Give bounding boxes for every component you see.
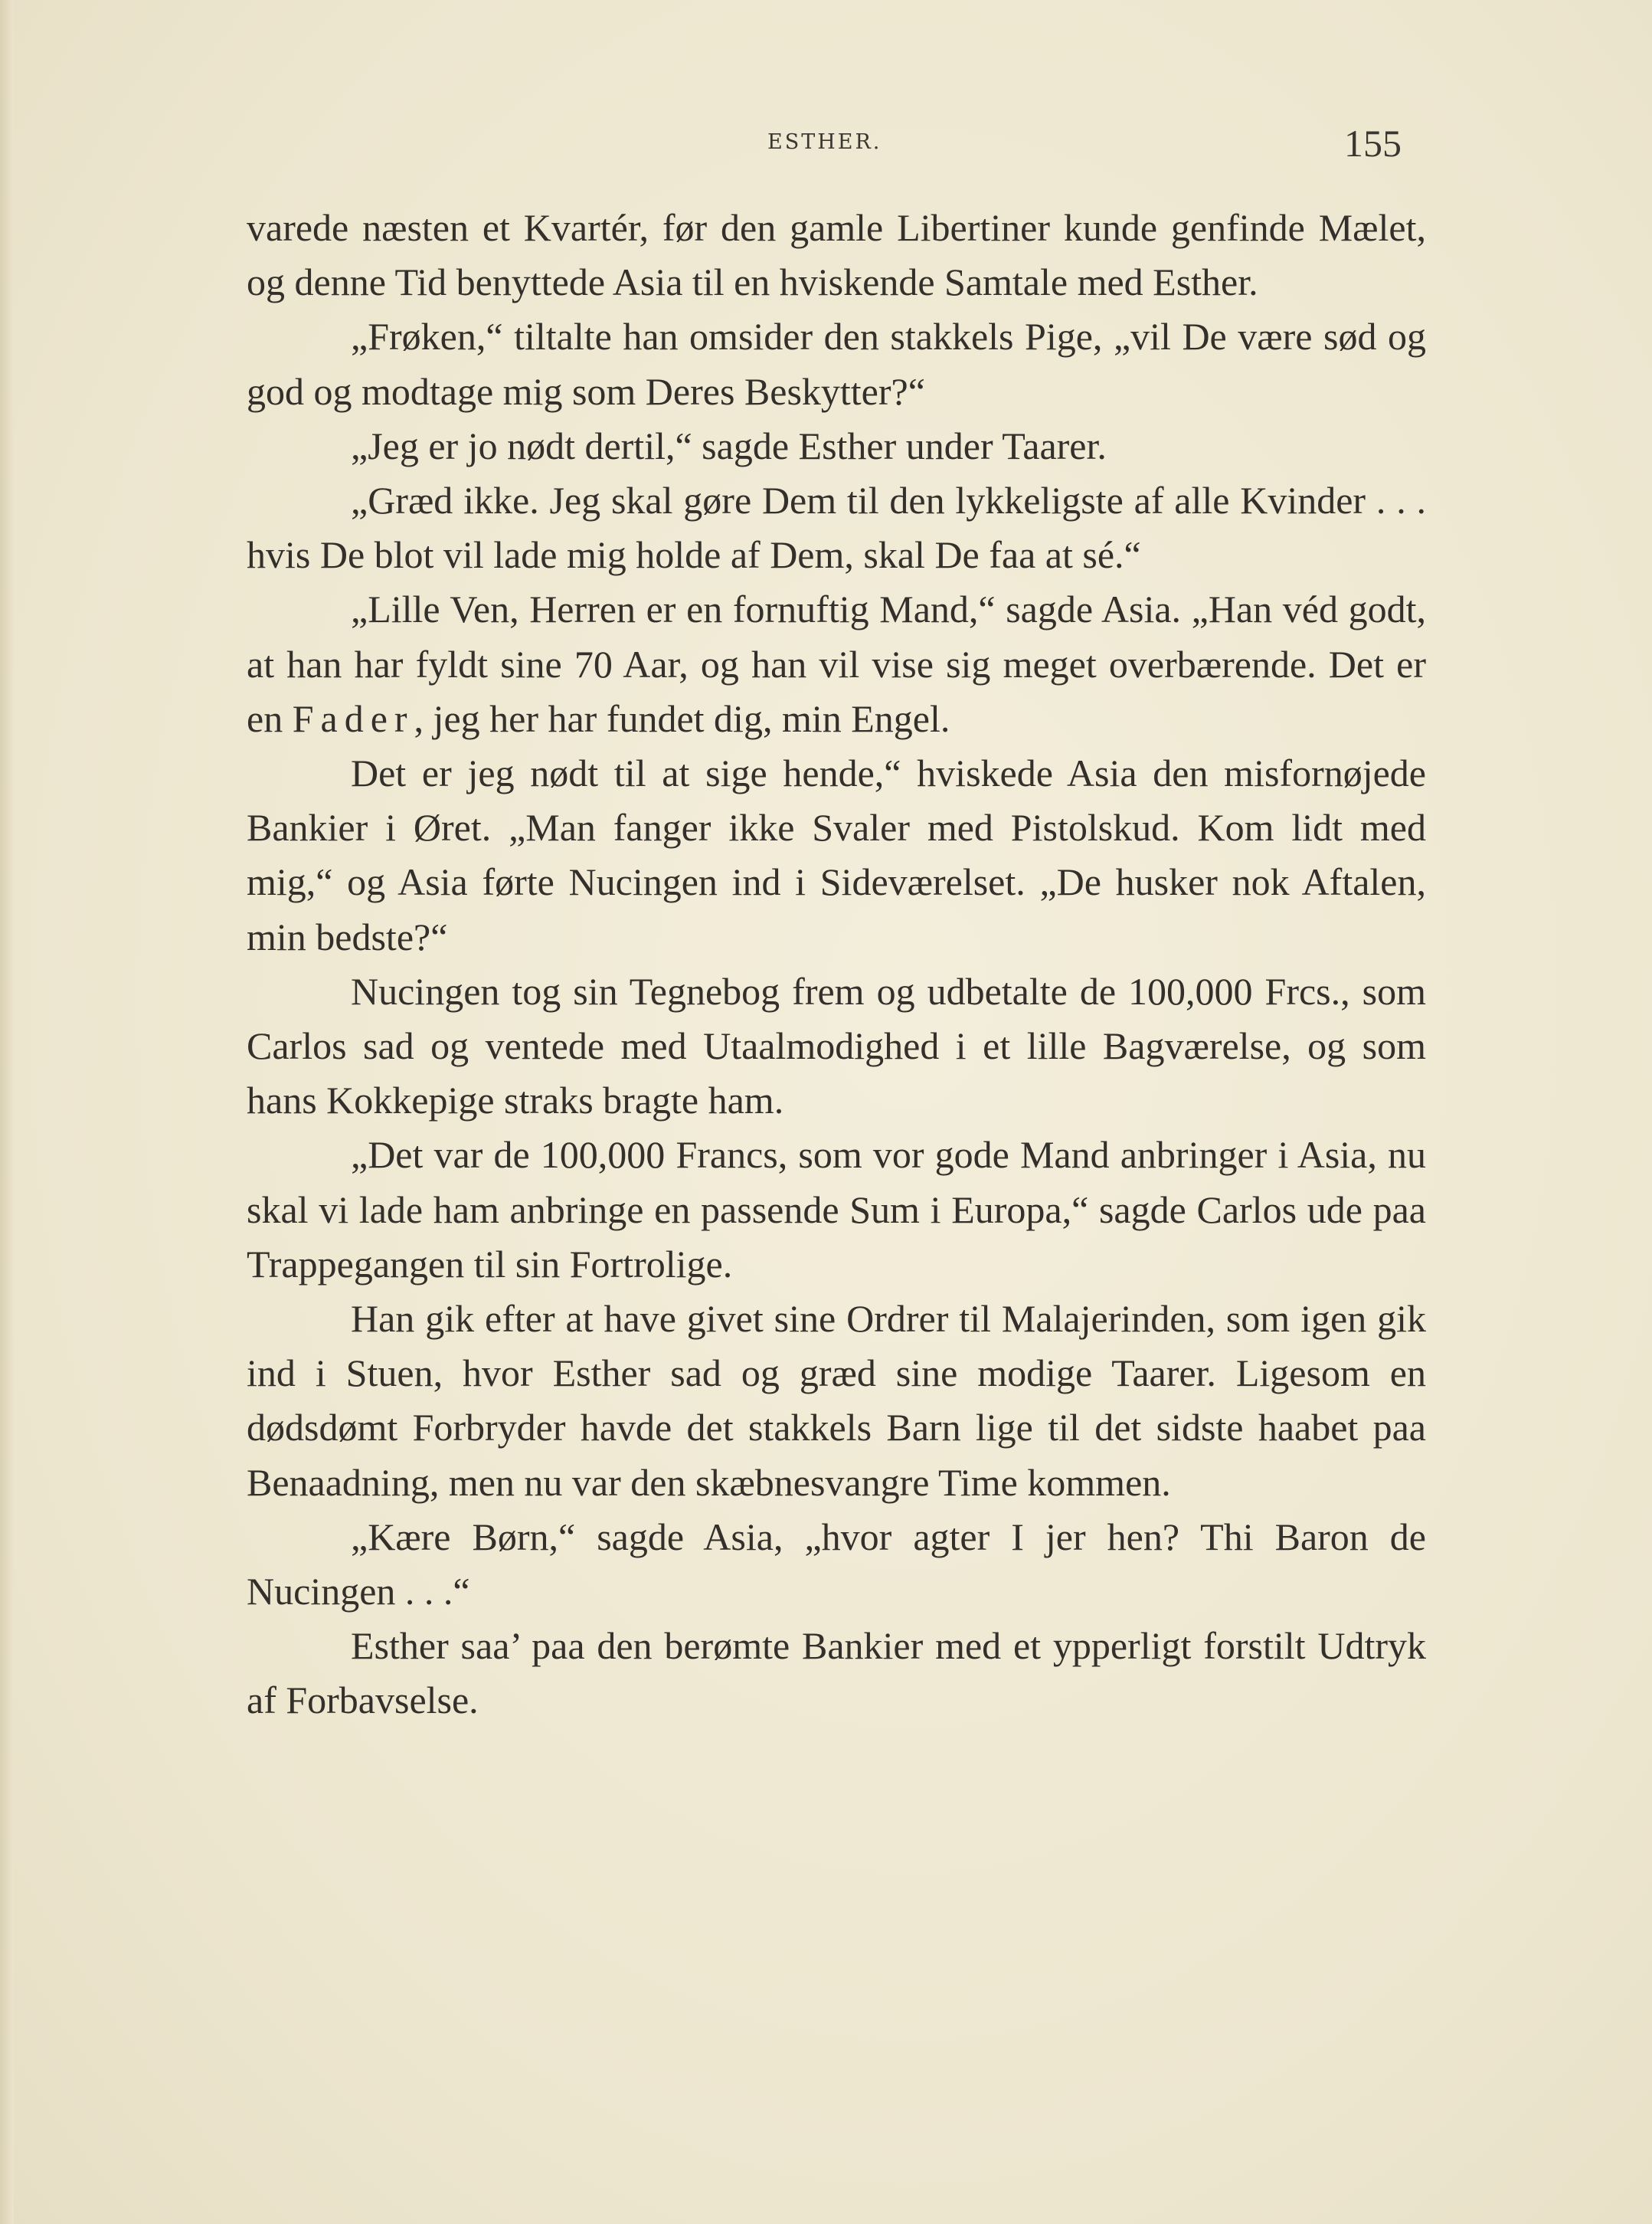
paragraph-5-text: „Lille Ven, Herren er en fornuftig Mand,“ sagde Asia. „Han véd godt, at han har fyldt sine 70 Aar, og han vil vise sig meget overbærende. Det er en bbox=[247, 588, 1426, 740]
page-spine-edge bbox=[0, 0, 14, 2224]
paragraph-5-after: , jeg her har fundet dig, min Engel. bbox=[414, 696, 950, 740]
paragraph-2: „Frøken,“ tiltalte han omsider den stakkels Pige, „vil De være sød og god og modtage mig som Deres Beskytter?“ bbox=[247, 315, 1426, 413]
paragraph-10: „Kære Børn,“ sagde Asia, „hvor agter I jer hen? Thi Baron de Nucingen . . .“ bbox=[247, 1515, 1426, 1613]
page-header bbox=[0, 121, 1652, 167]
running-head: ESTHER. bbox=[767, 130, 882, 154]
paragraph-7: Nucingen tog sin Tegnebog frem og udbetalte de 100,000 Frcs., som Carlos sad og ventede med Utaalmodighed i et lille Bagværelse, og som hans Kokkepige straks bragte ham. bbox=[247, 969, 1426, 1122]
body-text bbox=[247, 201, 1426, 1728]
paragraph-5 bbox=[247, 582, 1426, 746]
paragraph-11: Esther saa’ paa den berømte Bankier med et ypperligt forstilt Udtryk af Forbavselse. bbox=[247, 1624, 1426, 1722]
paragraph-8: „Det var de 100,000 Francs, som vor gode Mand anbringer i Asia, nu skal vi lade ham anbringe en passende Sum i Europa,“ sagde Carlos ude paa Trappegangen til sin Fortrolige. bbox=[247, 1133, 1426, 1286]
paragraph-1: varede næsten et Kvartér, før den gamle Libertiner kunde genfinde Mælet, og denne Tid benyttede Asia til en hviskende Samtale med Esther. bbox=[247, 206, 1426, 304]
paragraph-5-emphasis: Fader bbox=[292, 696, 414, 740]
page-number: 155 bbox=[1344, 122, 1402, 165]
paragraph-4: „Græd ikke. Jeg skal gøre Dem til den lykkeligste af alle Kvinder . . . hvis De blot vil lade mig holde af Dem, skal De faa at sé.“ bbox=[247, 479, 1426, 577]
paragraph-9: Han gik efter at have givet sine Ordrer til Malajerinden, som igen gik ind i Stuen, hvor Esther sad og græd sine modige Taarer. Ligesom en dødsdømt Forbryder havde det stakkels Barn lige til det sidste haabet paa Benaadning, men nu var den skæbnesvangre Time kommen. bbox=[247, 1297, 1426, 1504]
paragraph-3: „Jeg er jo nødt dertil,“ sagde Esther under Taarer. bbox=[351, 424, 1107, 467]
paragraph-6: Det er jeg nødt til at sige hende,“ hviskede Asia den misfornøjede Bankier i Øret. „Man fanger ikke Svaler med Pistolskud. Kom lidt med mig,“ og Asia førte Nucingen ind i Sideværelset. „De husker nok Aftalen, min bedste?“ bbox=[247, 752, 1426, 958]
